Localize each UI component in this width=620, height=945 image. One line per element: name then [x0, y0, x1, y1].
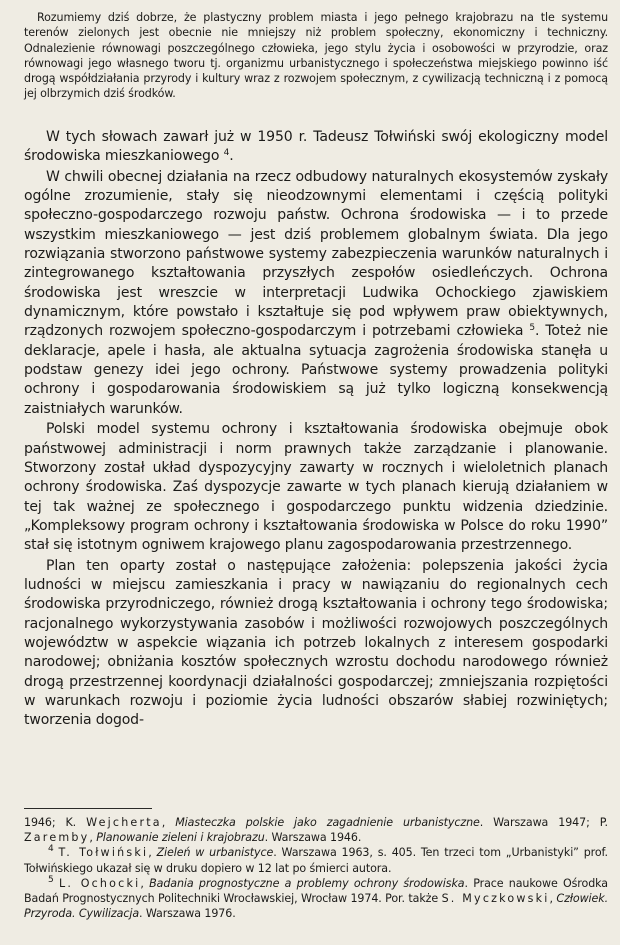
footnote-text: . Warszawa 1947; P.: [479, 816, 608, 829]
footnote-4: [24, 845, 608, 875]
footnote-author: L. Ochocki: [58, 876, 141, 890]
footnote-continuation: [24, 815, 608, 845]
footnote-text: . Warszawa 1946.: [264, 831, 362, 845]
paragraph-2: [24, 168, 608, 419]
footnote-text: ,: [549, 892, 557, 906]
footnotes: [24, 815, 608, 921]
footnote-ref-5: 5: [529, 323, 535, 334]
footnote-text: ,: [148, 846, 157, 860]
paragraph-3: Polski model systemu ochrony i kształtowania środowiska obejmuje obok państwowej administracji i norm prawnych także zarządzanie i planowanie. Stworzony został układ dyspozycyjny zawarty w rocznych i wieloletnich planach ochrony środowiska. Zaś dyspozycje zawarte w tych planach kierują działaniem w tej tak ważnej ze społecznego i gospodarczego punktu widzenia dziedzinie. „Kompleksowy program ochrony i kształtowania środowiska w Polsce do roku 1990” stał się istotnym ogniwem krajowego planu zagospodarowania przestrzennego.: [24, 421, 608, 554]
footnote-author: S. Myczkowski: [441, 892, 550, 906]
footnote-separator: [24, 808, 152, 809]
footnote-author: Zaremby: [24, 831, 90, 845]
paragraph-2-end: . Toteż nie deklaracje, apele i hasła, ale aktualna sytuacja zagrożenia środowiska stanęła u podstaw genezy idei jego ochrony. Państwowe systemy prowadzenia polityki ochrony i gospodarowania środowiskiem są już tylko logiczną konsekwencją zaistniałych warunków.: [24, 323, 608, 417]
footnote-author: T. Tołwiński: [58, 846, 149, 860]
footnote-text: 1946; K.: [24, 816, 87, 829]
footnote-title: Badania prognostyczne a problemy ochrony środowiska: [149, 876, 465, 890]
footnote-number: 4: [48, 844, 54, 855]
opening-quote: Rozumiemy dziś dobrze, że plastyczny problem miasta i jego pełnego krajobrazu na tle systemu terenów zielonych jest obecnie nie mniejszy niż problem społeczny, ekonomiczny i techniczny. Odnalezienie równowagi poszczególnego człowieka, jego stylu życia i osobowości w przyrodzie, oraz równowagi jego własnego tworu tj. organizmu urbanistycznego i społeczeństwa miejskiego powinno iść drogą współdziałania przyrody i kultury wraz z rozwojem społecznym, z cywilizacją techniczną i z pomocą jej olbrzymich dziś środków.: [24, 11, 608, 101]
footnote-title: Miasteczka polskie jako zagadnienie urbanistyczne: [175, 816, 480, 829]
footnote-text: ,: [140, 876, 150, 890]
paragraph-1: [24, 128, 608, 167]
footnote-title: Zieleń w urbanistyce: [156, 846, 274, 860]
main-text: [24, 128, 608, 732]
paragraph-2-text: W chwili obecnej działania na rzecz odbudowy naturalnych ekosystemów zyskały ogólne zrozumienie, stały się nieodzownymi elementami i częścią polityki społeczno-gospodarczego rozwoju państw. Ochrona środowiska — i to przede wszystkim mieszkaniowego — jest dziś problemem globalnym świata. Dla jego rozwiązania stworzono państwowe systemy zabezpieczenia warunków naturalnych i zintegrowanego kształtowania przyszłych zespołów osiedleńczych. Ochrona środowiska jest wreszcie w interpretacji Ludwika Ochockiego zjawiskiem dynamicznym, które powstało i kształtuje się pod wpływem praw obiektywnych, rządzonych rozwojem społeczno-gospodarczym i potrzebami człowieka: [24, 168, 608, 340]
footnote-text: ,: [161, 816, 176, 829]
footnote-ref-4: 4: [223, 148, 230, 159]
footnote-5: [24, 876, 608, 922]
paragraph-4: Plan ten oparty został o następujące założenia: polepszenia jakości życia ludności w miejscu zamieszkania i pracy w nawiązaniu do regionalnych cech środowiska przyrodniczego, również drogą kształtowania i ochrony tego środowiska; racjonalnego wykorzystywania zasobów i możliwości rozwojowych poszczególnych województw w aspekcie wiązania ich potrzeb lokalnych z interesem gospodarki narodowej; obniżania kosztów społecznych wzrostu dochodu narodowego również drogą przestrzennej koordynacji działalności gospodarczej; zmniejszania rozpiętości w warunkach rozwoju i poziomie życia ludności obszarów słabiej rozwiniętych; tworzenia dogod-: [24, 557, 608, 729]
footnote-text: ,: [89, 831, 97, 845]
footnote-title: Człowiek. Przyroda. Cywilizacja: [24, 892, 608, 921]
footnote-title: Planowanie zieleni i krajobrazu: [96, 831, 265, 845]
footnote-text: . Warszawa 1976.: [139, 907, 236, 921]
paragraph-1-text: W tych słowach zawarł już w 1950 r. Tadeusz Tołwiński swój ekologiczny model środowiska mieszkaniowego: [24, 129, 608, 165]
footnote-number: 5: [48, 874, 54, 885]
footnote-text: . Warszawa 1963, s. 405. Ten trzeci tom „Urbanistyki” prof. Tołwińskiego ukazał się w druku dopiero w 12 lat po śmierci autora.: [24, 846, 608, 875]
paragraph-1-end: .: [229, 148, 234, 165]
footnote-text: . Prace naukowe Ośrodka Badań Prognostycznych Politechniki Wrocławskiej, Wrocław 1974. Por. także: [24, 876, 608, 906]
footnote-author: Wejcherta: [86, 816, 162, 829]
